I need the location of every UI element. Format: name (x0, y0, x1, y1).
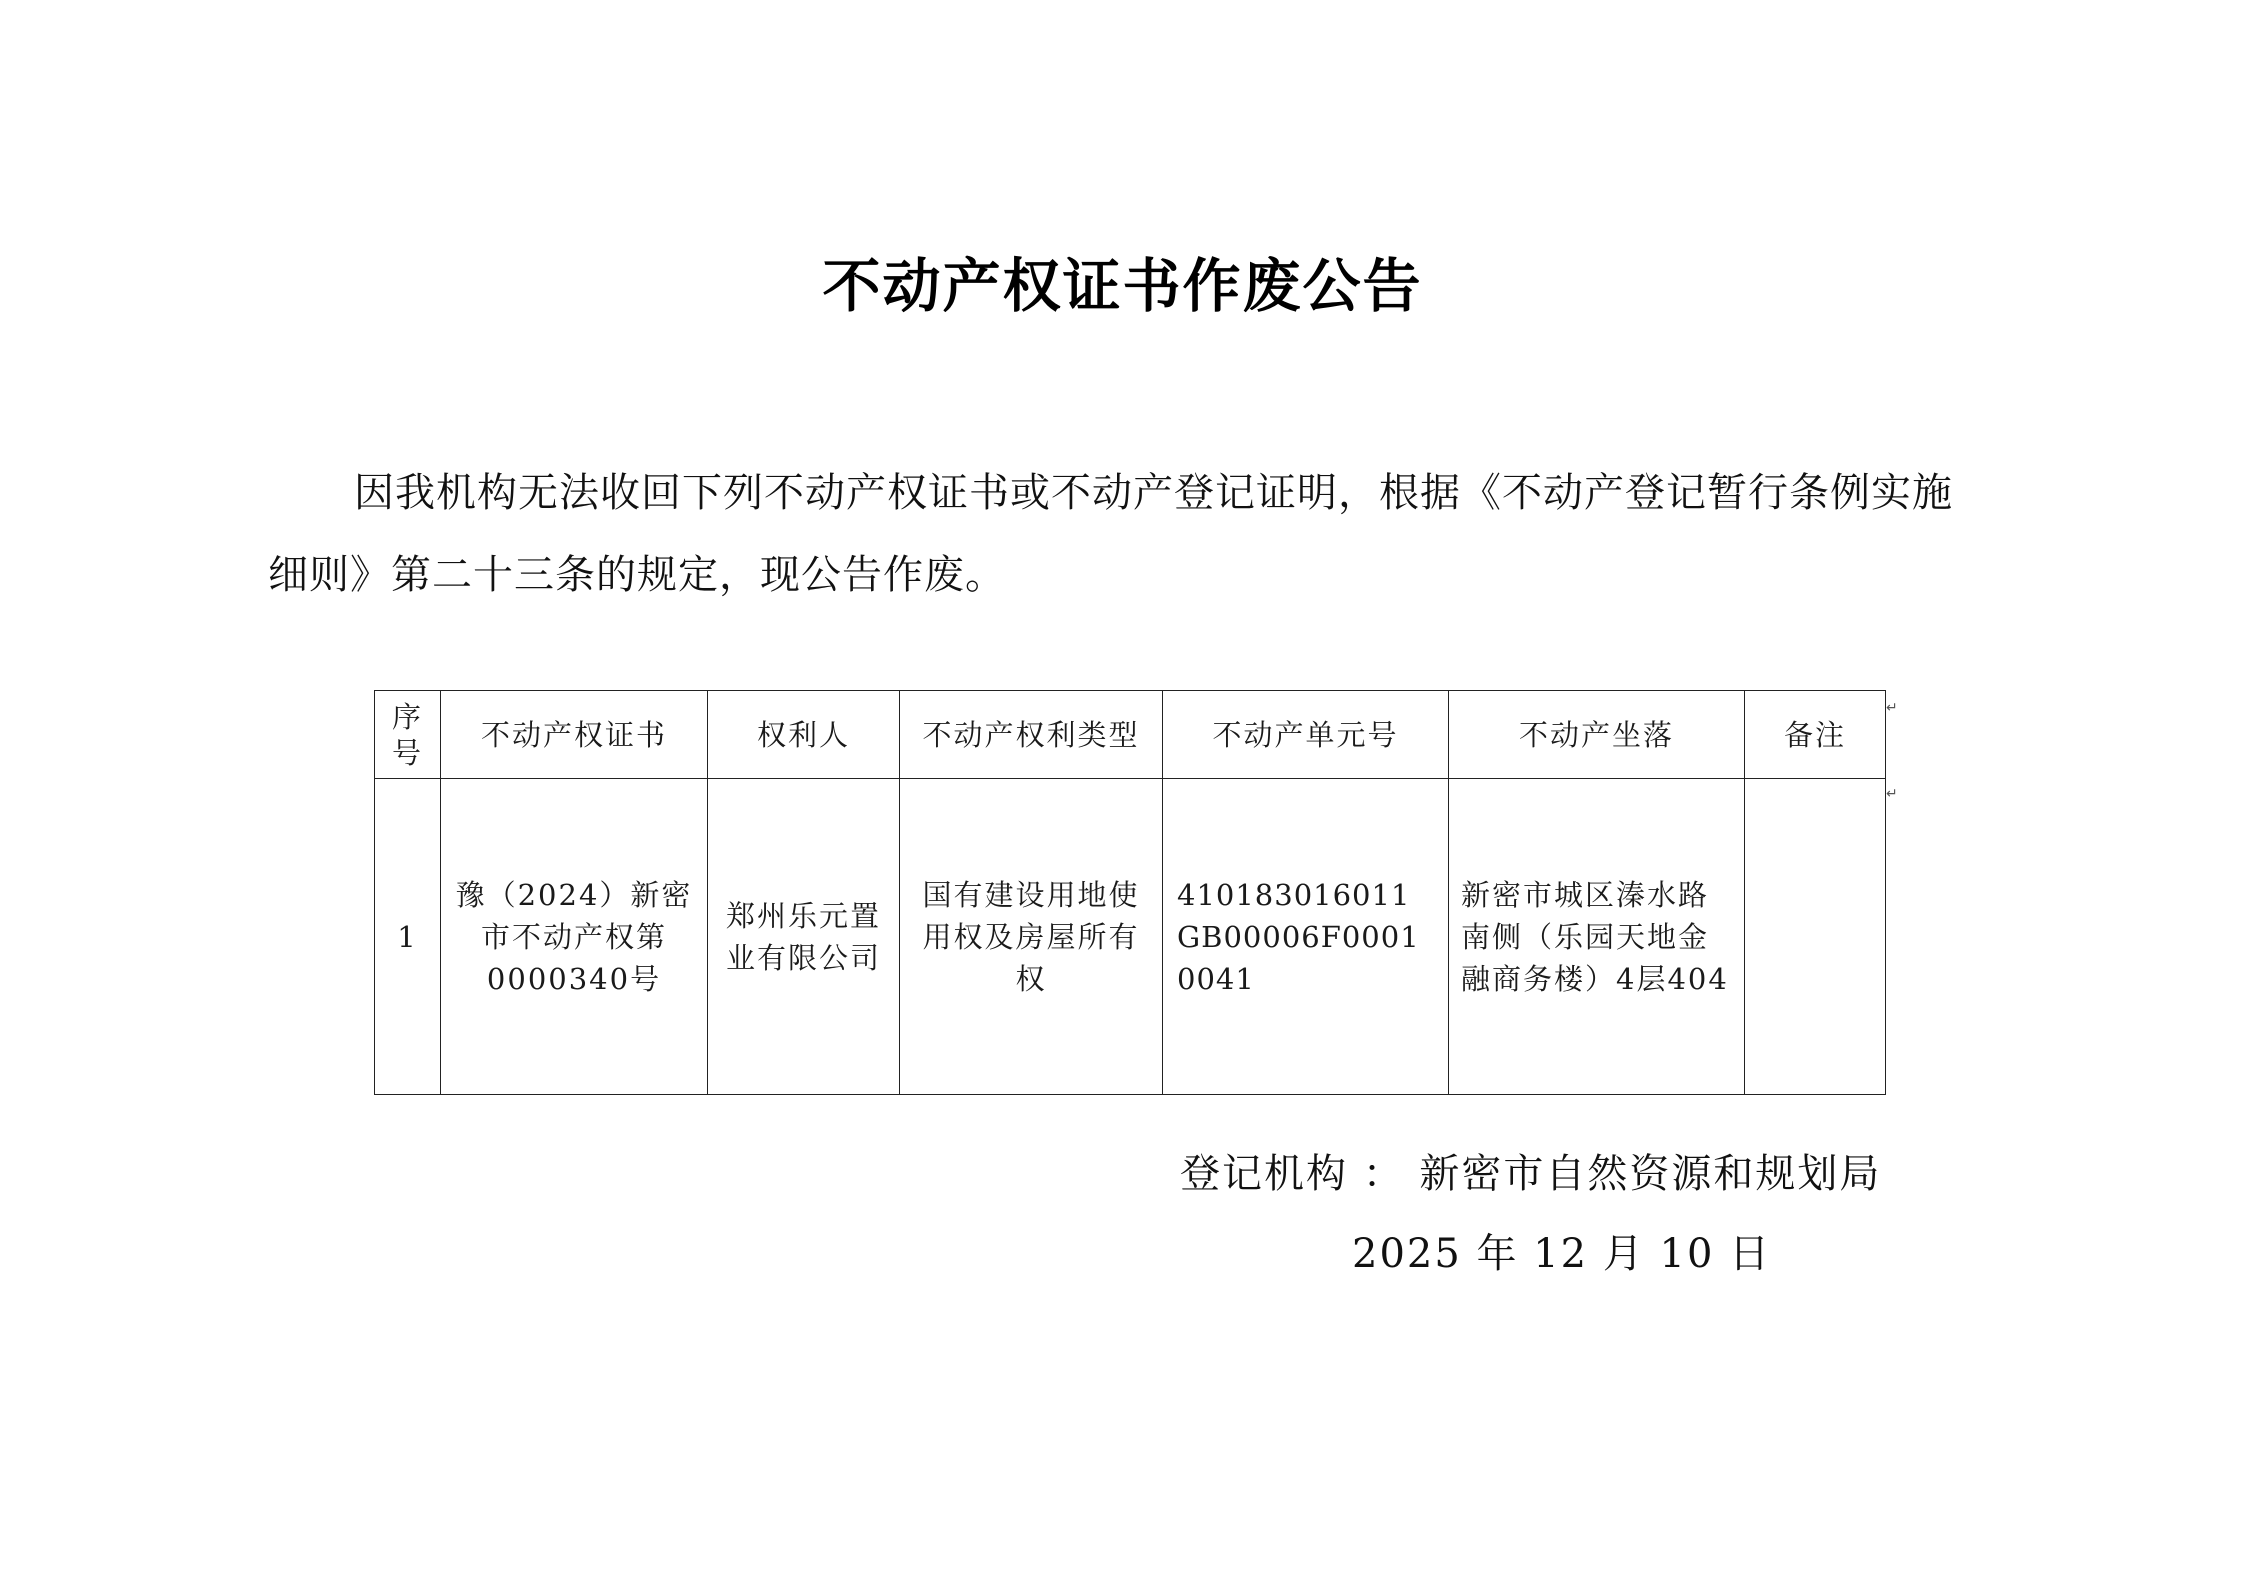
header-remark: 备注 (1745, 691, 1886, 779)
paragraph-mark-icon: ↵ (1886, 700, 1898, 716)
paragraph-mark-icon: ↵ (1886, 786, 1898, 802)
notice-body-text: 因我机构无法收回下列不动产权证书或不动产登记证明，根据《不动产登记暂行条例实施细则》第二十三条的规定，现公告作废。 (268, 470, 1953, 598)
cell-remark (1745, 779, 1886, 1095)
cell-certificate: 豫（2024）新密市不动产权第0000340号 (441, 779, 708, 1095)
header-right-type: 不动产权利类型 (900, 691, 1163, 779)
header-location: 不动产坐落 (1449, 691, 1745, 779)
table-row (375, 779, 1886, 1095)
header-unit-number: 不动产单元号 (1163, 691, 1449, 779)
void-certificate-table (374, 690, 1886, 1095)
issue-date: 2025 年 12 月 10 日 (1352, 1231, 1772, 1277)
cell-unit-number: 410183016011GB00006F00010041 (1163, 779, 1449, 1095)
issuing-organization: 登记机构 ： 新密市自然资源和规划局 (1180, 1151, 1882, 1197)
header-index: 序号 (375, 691, 441, 779)
header-certificate: 不动产权证书 (441, 691, 708, 779)
cell-location: 新密市城区溱水路南侧（乐园天地金融商务楼）4层404 (1449, 779, 1745, 1095)
table-header-row (375, 691, 1886, 779)
header-holder: 权利人 (708, 691, 900, 779)
page-title: 不动产权证书作废公告 (822, 252, 1423, 320)
cell-right-type: 国有建设用地使用权及房屋所有权 (900, 779, 1163, 1095)
cell-holder: 郑州乐元置业有限公司 (708, 779, 900, 1095)
cell-index: 1 (375, 779, 441, 1095)
